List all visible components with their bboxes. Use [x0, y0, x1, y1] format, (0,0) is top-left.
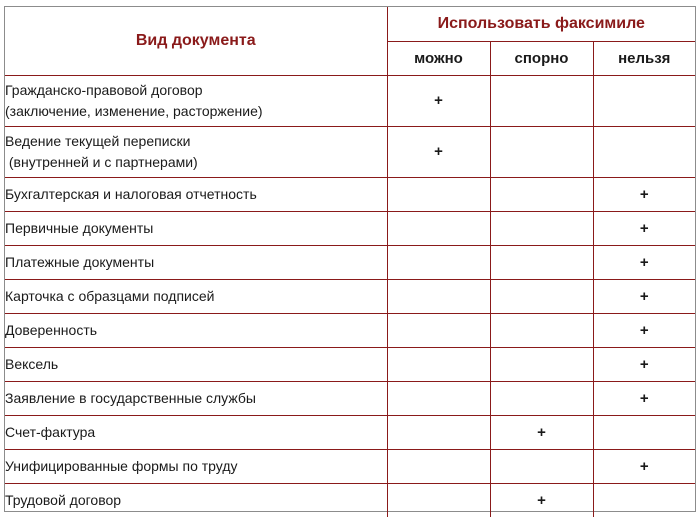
- mark-cell-forbidden: +: [593, 279, 695, 313]
- document-name-line: Заявление в государственные службы: [5, 389, 256, 406]
- mark-cell-disputable: +: [490, 483, 593, 517]
- document-name-line: Унифицированные формы по труду: [5, 457, 238, 474]
- table-row: [5, 381, 695, 415]
- table-row: [5, 245, 695, 279]
- table-body: [5, 75, 695, 517]
- table-row: [5, 415, 695, 449]
- mark-cell-allowed: [387, 381, 490, 415]
- document-name-cell: [5, 347, 387, 381]
- document-name-cell: [5, 126, 387, 177]
- mark-cell-forbidden: +: [593, 211, 695, 245]
- mark-cell-forbidden: [593, 415, 695, 449]
- use-facsimile-header: Использовать факсимиле: [387, 7, 695, 41]
- mark-cell-forbidden: [593, 483, 695, 517]
- document-name-line: Трудовой договор: [5, 491, 122, 508]
- mark-cell-disputable: [490, 177, 593, 211]
- table-row: [5, 177, 695, 211]
- document-name-cell: [5, 245, 387, 279]
- table-row: [5, 449, 695, 483]
- mark-cell-allowed: [387, 415, 490, 449]
- mark-cell-allowed: [387, 211, 490, 245]
- document-name-line: Счет-фактура: [5, 423, 96, 440]
- mark-cell-disputable: [490, 313, 593, 347]
- mark-cell-allowed: +: [387, 126, 490, 177]
- document-name-cell: [5, 313, 387, 347]
- document-name-line: Ведение текущей переписки: [5, 132, 191, 149]
- mark-cell-forbidden: +: [593, 313, 695, 347]
- facsimile-table-frame: [4, 6, 696, 512]
- table-row: [5, 75, 695, 126]
- mark-cell-forbidden: +: [593, 449, 695, 483]
- mark-cell-disputable: [490, 211, 593, 245]
- document-name-line: Бухгалтерская и налоговая отчетность: [5, 185, 257, 202]
- mark-cell-forbidden: +: [593, 245, 695, 279]
- mark-cell-allowed: [387, 347, 490, 381]
- mark-cell-disputable: [490, 279, 593, 313]
- table-row: [5, 211, 695, 245]
- mark-cell-allowed: [387, 177, 490, 211]
- column-header-disputable: спорно: [490, 41, 593, 75]
- mark-cell-allowed: [387, 279, 490, 313]
- document-name-cell: [5, 415, 387, 449]
- document-name-line: Доверенность: [5, 321, 98, 338]
- table-row: [5, 347, 695, 381]
- table-row: [5, 313, 695, 347]
- document-name-line: Первичные документы: [5, 219, 154, 236]
- mark-cell-disputable: [490, 449, 593, 483]
- table-row: [5, 279, 695, 313]
- column-header-allowed: можно: [387, 41, 490, 75]
- mark-cell-disputable: +: [490, 415, 593, 449]
- mark-cell-forbidden: [593, 75, 695, 126]
- document-name-cell: [5, 449, 387, 483]
- document-name-line: Карточка с образцами подписей: [5, 287, 215, 304]
- table-row: [5, 483, 695, 517]
- mark-cell-forbidden: [593, 126, 695, 177]
- mark-cell-allowed: [387, 245, 490, 279]
- mark-cell-disputable: [490, 126, 593, 177]
- mark-cell-forbidden: +: [593, 381, 695, 415]
- mark-cell-disputable: [490, 381, 593, 415]
- document-type-header: Вид документа: [5, 7, 387, 75]
- facsimile-usage-table: [5, 7, 695, 517]
- document-name-line: Гражданско-правовой договор: [5, 81, 203, 98]
- mark-cell-disputable: [490, 75, 593, 126]
- table-row: [5, 126, 695, 177]
- document-name-cell: [5, 279, 387, 313]
- mark-cell-allowed: [387, 313, 490, 347]
- document-name-line: Вексель: [5, 355, 59, 372]
- mark-cell-allowed: [387, 449, 490, 483]
- mark-cell-disputable: [490, 347, 593, 381]
- mark-cell-allowed: +: [387, 75, 490, 126]
- mark-cell-disputable: [490, 245, 593, 279]
- mark-cell-allowed: [387, 483, 490, 517]
- document-name-line: (заключение, изменение, расторжение): [5, 102, 263, 119]
- mark-cell-forbidden: +: [593, 347, 695, 381]
- document-name-cell: [5, 211, 387, 245]
- document-name-cell: [5, 177, 387, 211]
- document-name-cell: [5, 381, 387, 415]
- column-header-forbidden: нельзя: [593, 41, 695, 75]
- mark-cell-forbidden: +: [593, 177, 695, 211]
- document-name-line: (внутренней и с партнерами): [5, 153, 198, 170]
- document-name-cell: [5, 75, 387, 126]
- document-name-line: Платежные документы: [5, 253, 155, 270]
- document-name-cell: [5, 483, 387, 517]
